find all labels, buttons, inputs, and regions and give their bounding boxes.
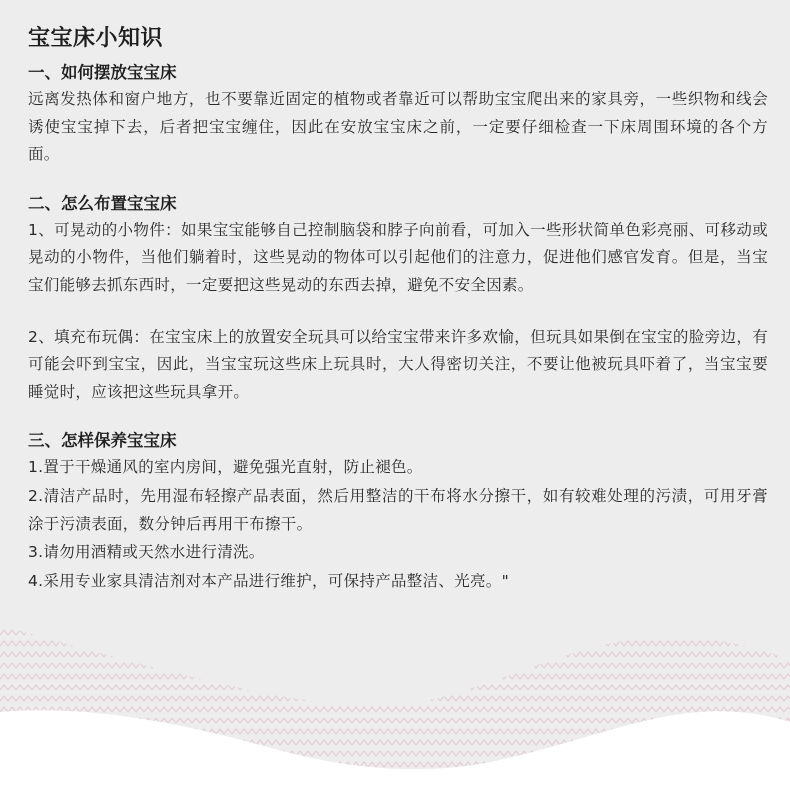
arrangement-paragraph-dolls: 2、填充布玩偶：在宝宝床上的放置安全玩具可以给宝宝带来许多欢愉，但玩具如果倒在宝宝的脸旁边，有可能会吓到宝宝，因此，当宝宝玩这些床上玩具时，大人得密切关注，不要让他被玩具吓着了，当宝宝要睡觉时，应该把这些玩具拿开。 [28, 327, 768, 401]
placement-paragraph: 远离发热体和窗户地方，也不要靠近固定的植物或者靠近可以帮助宝宝爬出来的家具旁，一些织物和线会诱使宝宝掉下去，后者把宝宝缠住，因此在安放宝宝床之前，一定要仔细检查一下床周围环境的各个方面。 [28, 90, 768, 164]
section-heading-maintenance: 三、怎样保养宝宝床 [28, 431, 177, 451]
page-title: 宝宝床小知识 [28, 26, 164, 51]
arrangement-paragraph-toys: 1、可晃动的小物件：如果宝宝能够自己控制脑袋和脖子向前看，可加入一些形状简单色彩亮丽、可移动或晃动的小物件，当他们躺着时，这些晃动的物体可以引起他们的注意力，促进他们感官发育。但是，当宝宝们能够去抓东西时，一定要把这些晃动的东西去掉，避免不安全因素。 [28, 220, 768, 294]
maintenance-item: 1.置于干燥通风的室内房间，避免强光直射，防止褪色。 [28, 458, 423, 477]
maintenance-item: 3.请勿用酒精或天然水进行清洗。 [28, 543, 265, 562]
maintenance-item: 2.清洁产品时，先用湿布轻擦产品表面，然后用整洁的干布将水分擦干，如有较难处理的污渍，可用牙膏涂于污渍表面，数分钟后再用干布擦干。 [28, 486, 768, 533]
section-heading-arrangement: 二、怎么布置宝宝床 [28, 193, 177, 213]
article [28, 22, 768, 596]
section-heading-placement: 一、如何摆放宝宝床 [28, 63, 177, 82]
maintenance-item: 4.采用专业家具清洁剂对本产品进行维护，可保持产品整洁、光亮。" [28, 571, 510, 590]
